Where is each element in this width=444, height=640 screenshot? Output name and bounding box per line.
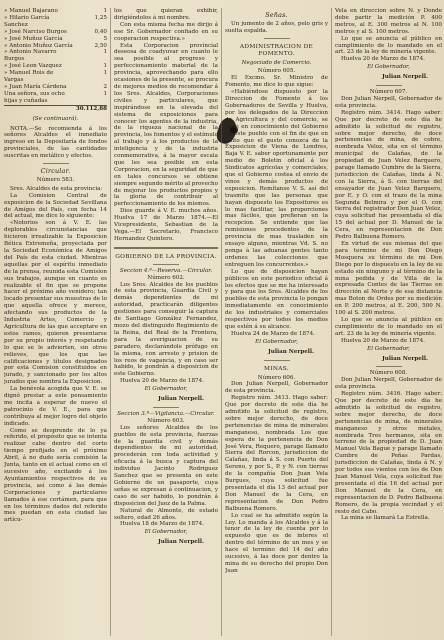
divider [153,407,179,408]
document-number: Número 603. [147,417,185,424]
paragraph: La Comision Central de exposicion de la Sociedad Sevillana de Amigos del País, con fecha 14 del actual, me dice lo siguiente: [4,192,107,220]
divider [153,264,179,265]
signer-name: Julian Nerpell. [268,348,314,355]
paragraph: Esta Corporacion provincial deseosa de coadyuvar en cuanto le sea posible al progreso y perfeccionamiento material de la provincia, aprovechando para ello ocasiones de la presente, se procura de mejores medios de recomendar á los Sres. Alcaldes, Corporaciones civiles y particulares, que inspirándose en la elevada del sistema de exposiciones para conocer los agentes de la industria, de la riqueza nacional de la provincia, los fomentos y el estímulo al trabajo y á los productos de la inteligencia y de la industria conmemorativa, á la mayor escala que les sea posible en esta Corporacion, en la seguridad de que en tales concursos se obtiene siempre segundo mérito al provecho de mejorar los productos propios y la gloria de contribuir al perfeccionamiento de los mismos. [114,42,218,208]
column-2 [114,8,218,636]
subscriber-name: » José Narciso Burgos [4,28,67,35]
paragraph: Vela en direccion sobre N. y Donde debe partir la medición P. 400 metros, al E. 300 metros al N. 100 metros y al S. 100 metros. [335,8,442,35]
date-line: Huelva 20 de Marzo de 1874. [120,378,204,385]
date-line: Huelva 20 de Marzo de 1874. [341,337,425,344]
paragraph: Los señores Alcaldes de los pueblos de esta provincia, fuerzas de la guardia civil y demás dependientes de mi autoridad, procederán con toda actividad y eficacia á la busca y captura del individuo Jacinto Rodriguez Sanchez que se presenta en este Gobierno de un pasaporte, cuya señas se expresan á continuacion, y caso de ser habido, lo pondrán á disposicion del Juez de la Palma. [114,424,218,507]
columns [4,8,442,636]
date-line: Huelva 20 de Marzo de 1874. [341,56,425,63]
subsection-heading: Negociado de Comercio. [241,59,312,66]
subscription-amount: 1 [103,63,107,70]
paragraph: Lo que de disposicion hayan públicos en este periodico oficial á los efectos que se me ha interesado y para que los Sres. Alcaldes de los pueblos de esta provincia lo pongan inmediatamente en conocimiento de los industriales y comerciales respectivos por todos los medios que estén á su alcance. [225,268,328,330]
subscription-row [4,29,107,36]
paragraph: Lo que se anuncia al público en cumplimiento de lo mandado en el art. 23 de la ley de minería vigente. [335,35,442,56]
signature-block: Dios guarde á V. E. muchos años. Huelva 17 de Marzo 1874.—El Vicepresidente, Sebastian de la Vega.—El Secretario, Francisco Hernandez Quintero. [114,208,218,242]
paragraph: «Notorios son á V. E. las deplorables circunstancias que hicieron irrealizable la Exposicion Bética Extremeña, proyectada por la Sociedad Económica de Amigos del País de esta ciudad. Mientras aquellas por el espíritu inmediato de la prensa, reunida esta Comision sus trabajos, aunque en cuanto es realizable el fin que se propone hacer el próximo año venidero; tan locado presentar sus muestras de lo que aquella ofrece y merece, afectando sus productos de la Industria Artes, Comercio y Agricultura de las que acceptare en estos ramos, quieren presentarse por su propio interés y respetando lo que se le advierten, sin otros relieves, que los que las calificaciones y títulos designados por esta Comision constituidos en jurado, y sancionado por los altos jurados que nombra la Exposicion. [4,220,107,386]
subscriber-name: » Hilario García Sanchez [4,14,50,28]
paragraph: Don Julian Nerpell, Gobernador de esta provincia. [225,381,328,395]
signer-name: Julian Nerpell. [382,74,428,81]
signer-role: El Gobernador, [367,345,410,352]
subscription-amount: 1 [103,90,107,97]
signer-role: El Gobernador, [144,529,188,536]
circular-body [4,193,107,525]
section-heading: Circular. [40,167,71,176]
paragraph: La benévola acogida que V. E. se dignó prestar a este pensamiento me incita a esperar de nuevo el patrocinio de V. E., para que contribuya al mejor logro del objeto indicado. [4,386,107,427]
subscription-row [4,70,107,84]
subscription-list [4,8,107,113]
subscription-total [4,105,107,112]
column-rule [221,8,222,636]
subscription-amount: 1 [103,8,107,14]
signer-role: El Gobernador, [255,338,298,345]
subscription-amount: 5 [103,35,107,42]
section-heading: MINAS. [264,365,289,372]
paragraph: El Excmo. Sr. Ministro de Fomento, me dice lo que sigue: [225,75,328,89]
document-number: Número 606. [257,374,296,381]
paragraph: En virtud de sus mismas del que para termino de mi Don Diego Mosquera su término de mi Don Diego por lo dispuesto en la ley de su estado sin ninguno y al término de la mina pedida y de Villa de la expresada Contes de las Tierras en dirección al Norte y de esa distancia mas Boton de Ordes por su medición en P. 200 metros, al E. 200, 500 N. 100 al S. 200 metros. [335,241,442,317]
subscriber-name: » Antonio Navarro Burgos [4,49,57,63]
signer-role: El Gobernador, [144,386,188,393]
subscription-row [4,8,107,15]
paragraph: Don Julian Nerpell, Gobernador de esta provincia. [335,377,442,391]
subscriber-name: » Manuel Bajarano [4,8,58,14]
divider [264,38,290,39]
paragraph: Registro núm. 3413. Hago saber: Que por decreto de este día he admitido la solicitud de registro, sobre mejor derecho, de doce pertenencias de mina de minerales manganeso, nombrada Los que espera de la pertenencia de Don José Vera, Requero, parage llamado Sierra del Rorcon, jurisdiccion de Calañas, linda á S. con Puerto del Sereno, y por S., P. y N. con tierras de la compañía Don Juan Vela Burgues, cuya solicitud fue presentada el día 13 del actual por Don Manuel de la Cera, en representacion de Don Pedro Balbuena Romero. [225,395,328,512]
document-number: Número 607. [369,89,408,96]
subscriber-name: » José Muñoz García [4,35,63,42]
paragraph: Los Sres. Alcaldes de los pueblos de esta provincia, Guardia Civil y demás dependientes de mi autoridad, practicarán diligentes gestiones para conseguir la captura de Santiago González Fernandez, mozo del distinguido Regimiento de la Reina, del Real de la Frontera, para la averiguacion de su paradero, declarándole prófugo en la misma, con arresto y prision de los reos de vagancia, y en caso ser habido, le pondrán á disposicion de este Gobierno. [114,281,218,378]
subscription-amount: 2,50 [94,42,107,49]
date-line: Huelva 24 de Marzo de 1874. [231,330,315,337]
signer-name: Julian Nerpell. [158,396,204,403]
subscriber-name: » José Leon Vazquez [4,63,62,70]
subsection-heading: Seccion 3.ª—Vigilancia.—Circular. [117,410,215,417]
divider [376,366,402,367]
document-number: Número 602. [147,274,185,281]
section-heading: ADMINISTRACION DE FOMENTO. [239,43,314,57]
subscriber-name: » Antonio Muñoz García [4,42,73,49]
subscriber-name: » Manuel Rois de Vargas [4,70,54,84]
total-amount: 30.112,88 [75,105,107,112]
subscription-amount: 1 [103,49,107,56]
divider [376,85,402,86]
subscription-row [4,84,107,91]
document-number: Número 583. [36,176,75,183]
subscription-row [4,15,107,29]
subscriber-name: » Juan María Cárdena [4,83,67,90]
nota-paragraph: NOTA.—Se recomienda á los señores Alcaldes el inmediato ingreso en la Depositaría de fondos provinciales, de las cantidades suscritas en metálico y efectos. [4,125,107,160]
document-number: Número 608. [369,370,408,377]
paragraph: Registro núm. 3416. Hago saber: Que por decreto de este día he admitido la solicitud de registro, sobre mejor derecho, de doce pertenencias de mina, de minerales manganeso y otros metales, nombrada Tres hermanos, sita en terreno de la propiedad de D. Juan Manuel Vela Bague y parage llamado Cumbre de Peñas Pardas, jurisdiccion de Calañas, linda á N. y por todos sus vientos con los de Don Juan Manuel Vela, cuya solicitud fue presentada el día 16 del actual por Don Manuel de la Cera, en representacion de D. Pedro Balbuena Romero, de la propia vecindad y el resto del Cabo. [335,391,442,515]
divider [43,163,69,164]
signer-name: Julian Nerpell. [382,355,428,362]
continuation-note: (Se continuará). [32,115,79,122]
subscription-amount: 2 [103,83,107,90]
signer-role: El Gobernador, [367,64,410,71]
paragraph: Lo cual se ha admitido según la Ley. Lo manda á los Alcaldes y á la tenor de la ley de cuenta por lo expuesto que es de interes el dentro del término de un mes y se hace el termino del 14 del año sucesivo, á las doce por dentro la mina de su derecho del propio Don Juan [225,512,328,574]
subscription-row [4,36,107,43]
paragraph: los que quieran exhibir, dirigiéndolos á mi nombre. [114,8,218,21]
subscription-row [4,63,107,70]
column-rule [110,8,111,636]
paragraph: La mina se llamará La Estrella. [341,515,430,522]
column-4 [335,8,442,636]
subscription-amount: 1 [103,70,107,77]
divider [264,360,290,361]
subscription-row [4,91,107,105]
paragraph: Un jumento de 2 años, pelo gris y suelta espalda. [225,20,328,34]
subscription-amount: 0,40 [94,28,107,35]
divider [114,247,218,249]
section-heading: Señas. [265,11,288,19]
date-line: Huelva 18 de Marzo de 1874. [120,521,204,528]
paragraph: Con esta misma fecha me dirijo á ese Sr. Gobernador confiado en su cooperacion respectiva.» [114,21,218,42]
subscriber-name: Una señora, sus ocho hijas y cuñadas [4,90,65,104]
subscription-row [4,43,107,50]
subsection-heading: Seccion 4.ª—Reserva.—Circular. [119,267,213,274]
column-1 [4,8,107,636]
paragraph: Don Julian Nerpell, Gobernador de esta provincia. [335,95,442,109]
paragraph: Natural de Almonte, de estado soltero, edad 26 años. [114,507,218,521]
paragraph: Registro núm. 3414. Hago saber: Que por decreto de este día he admitido la solicitud de registro, sobre mejor derecho, de doce pertenencias de mina, de cobre, nombrada Veloz, sita en el término municipal de Calañas, de la propiedad de Juan Velez Barquero, parage llamado Cumbre de la Sierra, jurisdiccion de Calañas, linda á N. con la Sierra, á S. con tierras del ensayador de Juan Velez Barquero, por E. y O. con el trazo de la mina Segunda Belmira y por el O. con tierra del registrador Don Juan Velez, cuya solicitud fue presentada el día 15 del actual por D. Manuel de la Cera, en representacion de Don Pedro Balbuena Romero. [335,109,442,241]
column-3 [225,8,328,636]
section-heading: GOBIERNO DE LA PROVINCIA. [115,253,217,260]
subscription-row [4,49,107,63]
signer-name: Julian Nerpell. [158,539,204,546]
salutation: Sres. Alcaldes de esta provincia: [10,185,103,192]
paragraph: Como se desprende de lo ya referido, el propósito que se intenta realizar cabe dentro del corto tiempo prefijado en el próximo Abril, á no dudo sería comisión la Junta, tanto en el actual como en el sucesivo año, excitando á los Ayuntamientos respectivos de su provincia, así como á las demás Corporaciones y particulares llamados á ese certámen, para que en los términos dados del referido mes puedan en esta ciudad las artícu- [4,427,107,524]
paragraph: «Habiéndose dispuesto por la Direccion de Fomento á los Gobernadores de Sevilla y Huelva, por los delegados de la Direccion de Agricultura y del comercio, se pone en conocimiento del Gobierno de este pueblo con el fin de que en tanto que el gusto conozca de la Exposicion de Viena de Londres, Baja V. E. saber oportunamente por medio de Boletin oficial á los Sindicatos agrícolas y comerciales, que el Gobierno costea el envio de vinos y demás productos de exposicion. Remítanse V. S. así del trasmite que las personas que hayan dispuesto los Expositores es lo mas facilitar, las proporciones mas fáciles, que prefieran en la recepcion. Se entiende que las remisiones procedentes de la provincia de mas trasladen sin ensayo alguno, mientras Vd. S. no ponga á las aduanas gentes tanto ordenes las colecciones que entreguen los concurrentes.» [225,89,328,268]
paragraph: Lo que se anuncia al público en cumplimiento de lo mandado en el art. 23 de la ley de minería vigente. [335,316,442,337]
document-number: Número 605. [257,68,296,75]
subscription-amount: 1,25 [94,14,107,21]
column-rule [331,8,332,636]
